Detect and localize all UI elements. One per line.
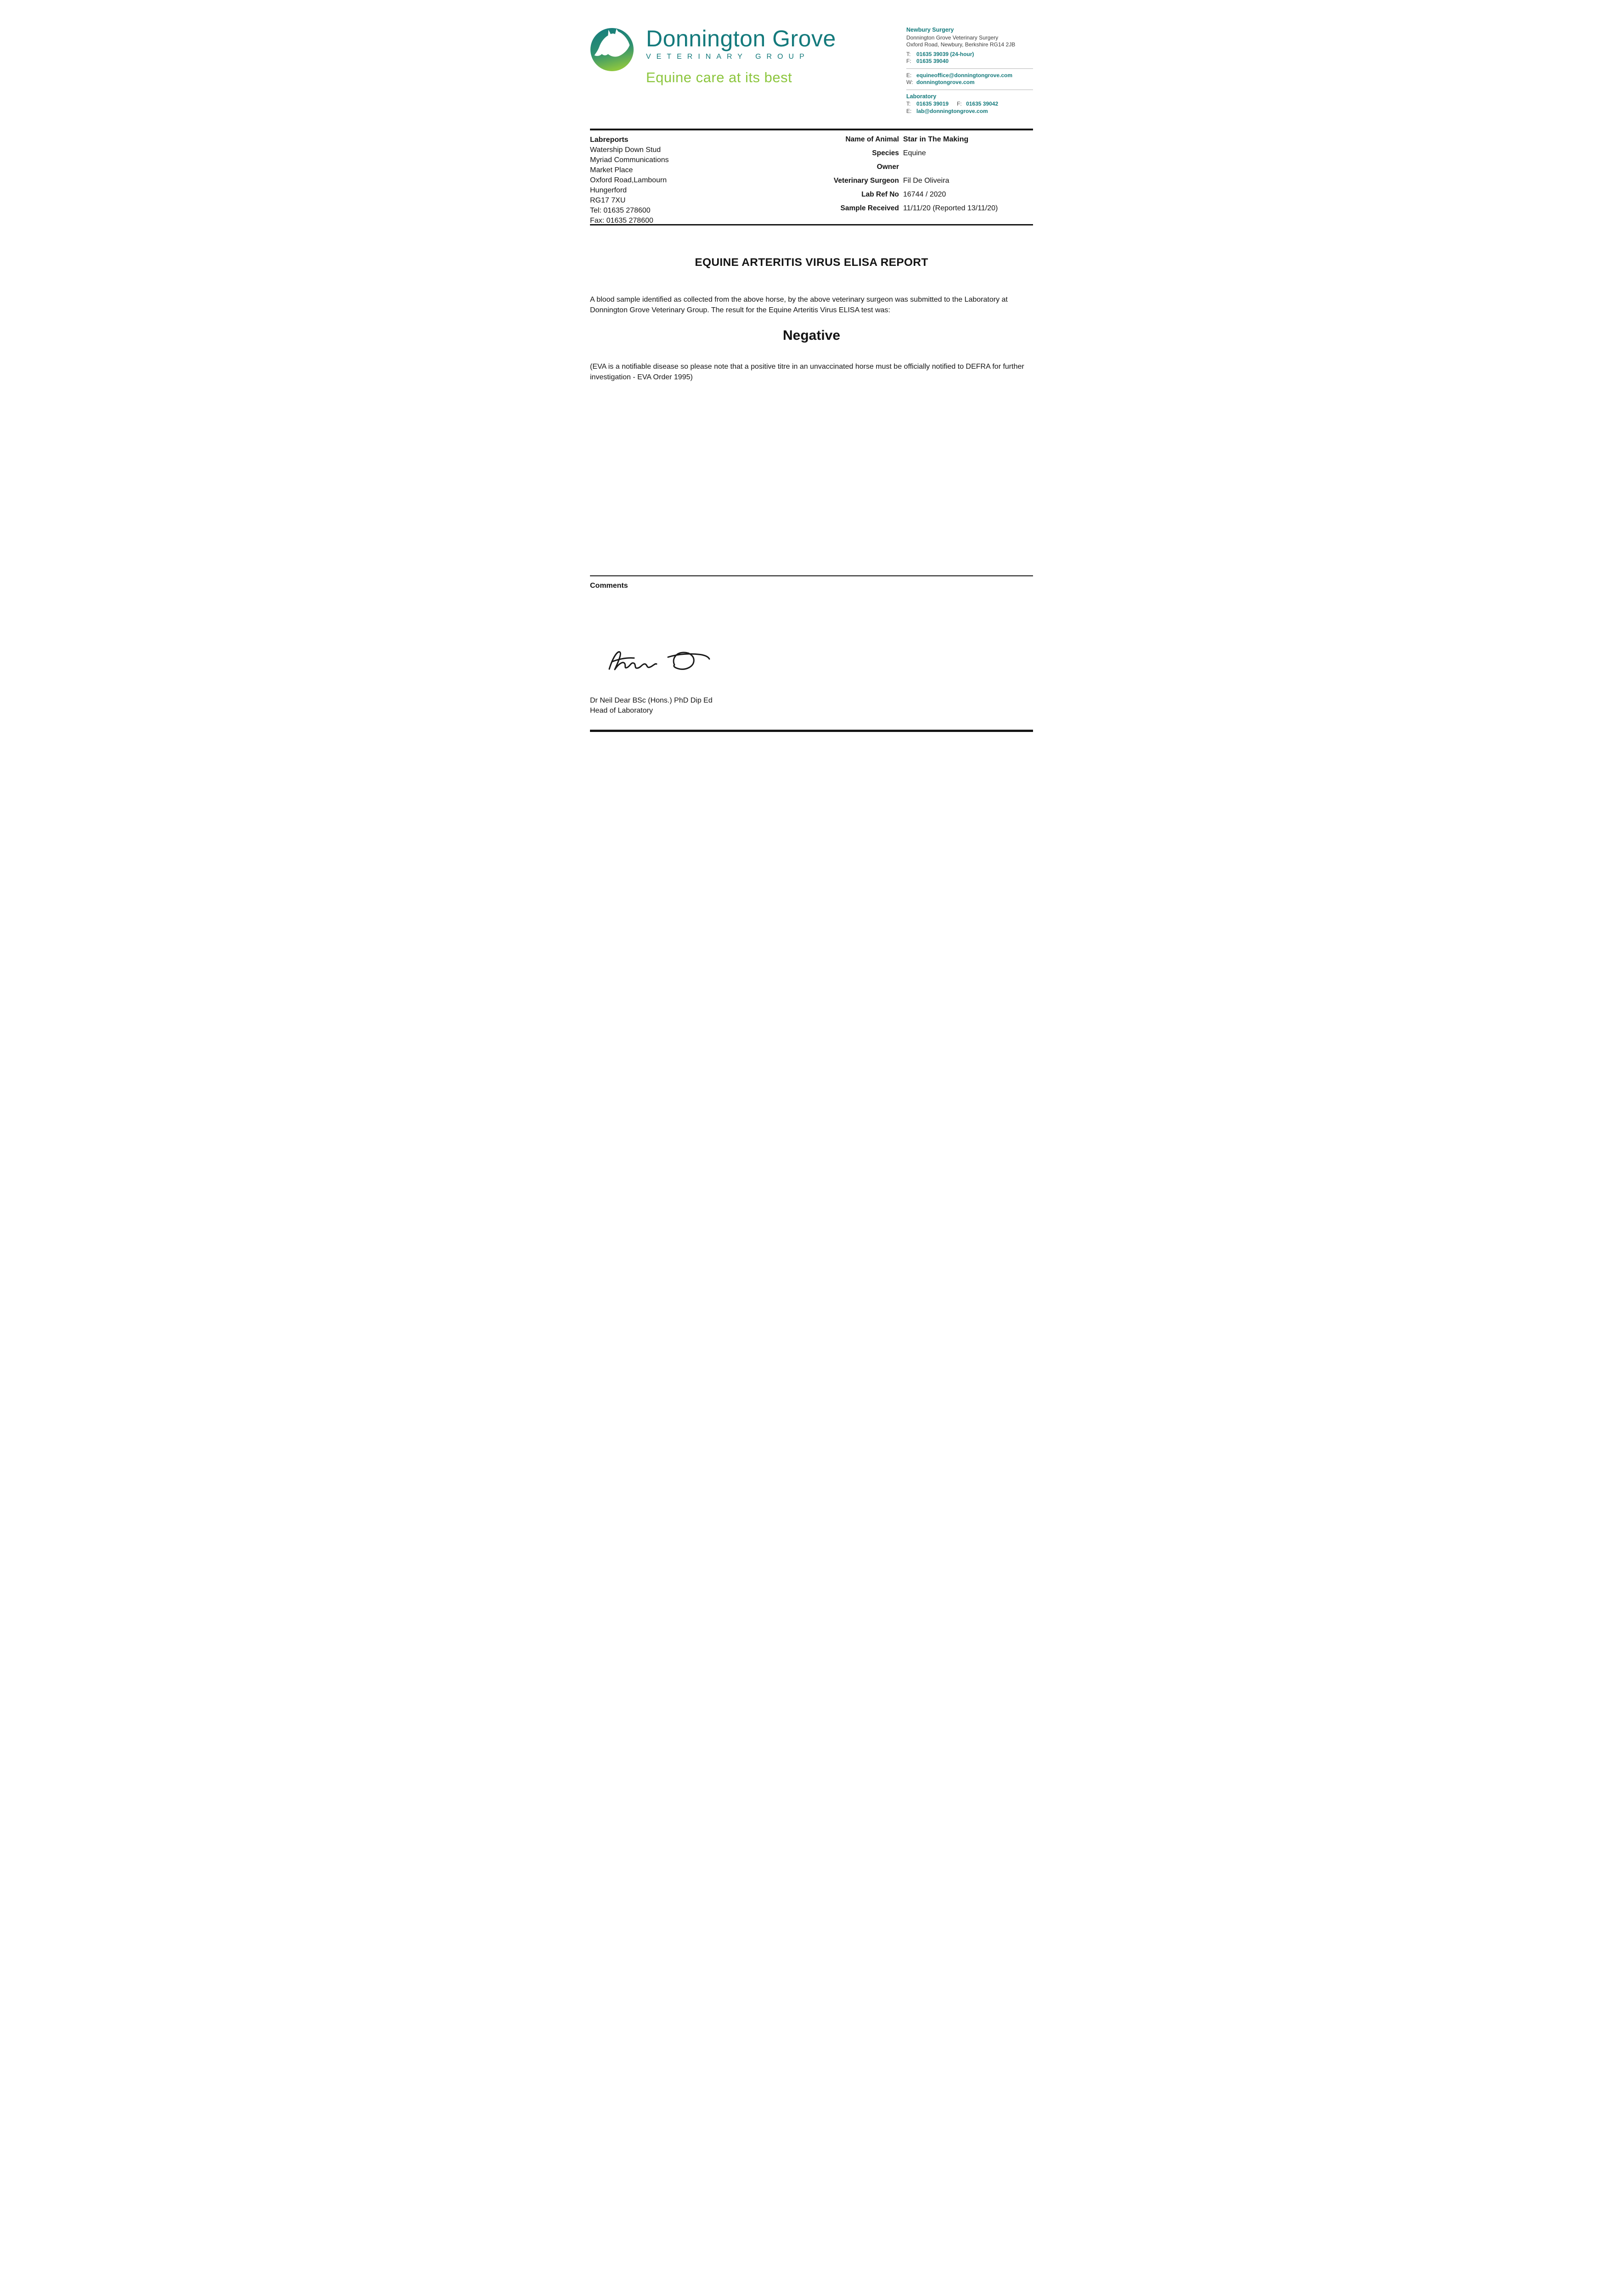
newbury-tel: 01635 39039 (24-hour) [916, 51, 974, 57]
brand-subtitle: VETERINARY GROUP [646, 53, 810, 61]
email-label: E: [906, 72, 912, 79]
veterinary-surgeon-value: Fil De Oliveira [903, 177, 949, 185]
laboratory-title: Laboratory [906, 93, 937, 100]
addressee-line: Watership Down Stud [590, 146, 661, 154]
detail-label: Species [872, 149, 899, 157]
animal-name-value: Star in The Making [903, 135, 969, 143]
addressee-block [590, 135, 669, 225]
addressee-line: Myriad Communications [590, 156, 669, 164]
test-result: Negative [782, 328, 841, 343]
detail-row-name-of-animal [822, 135, 1033, 144]
notifiable-disease-note: (EVA is a notifiable disease so please note that a positive titre in an unvaccinated horse must be officially notified to DEFRA for further investigation - EVA Order 1995) [590, 363, 1024, 381]
contact-block [906, 26, 1033, 115]
detail-row-veterinary-surgeon [822, 176, 1033, 186]
newbury-address-line-2: Oxford Road, Newbury, Berkshire RG14 2JB [906, 41, 1016, 48]
detail-label: Sample Received [840, 204, 899, 212]
website: donningtongrove.com [916, 79, 975, 85]
signatory-role: Head of Laboratory [590, 707, 653, 715]
brand-tagline: Equine care at its best [646, 69, 792, 85]
newbury-surgery-title: Newbury Surgery [906, 27, 954, 33]
laboratory-fax: 01635 39042 [966, 101, 999, 107]
detail-label: Veterinary Surgeon [833, 177, 899, 185]
footer-rule [590, 730, 1033, 732]
web-label: W: [906, 79, 913, 85]
newbury-surgery-contact [906, 27, 1033, 86]
newbury-fax: 01635 39040 [916, 58, 949, 64]
animal-details [822, 135, 1033, 220]
laboratory-tel-fax-row [906, 101, 1033, 108]
detail-row-species [822, 149, 1033, 158]
detail-row-owner [822, 163, 1033, 172]
sample-received-value: 11/11/20 (Reported 13/11/20) [903, 204, 998, 212]
comments-divider [590, 575, 1033, 576]
newbury-web-row [906, 79, 1033, 86]
brand-text [646, 26, 836, 86]
addressee-line: Fax: 01635 278600 [590, 217, 653, 225]
detail-row-lab-ref-no [822, 190, 1033, 199]
newbury-tel-row [906, 51, 1033, 58]
comments-label: Comments [590, 582, 628, 590]
addressee-name: Labreports [590, 136, 629, 144]
detail-label: Lab Ref No [861, 191, 899, 198]
newbury-address-line-1: Donnington Grove Veterinary Surgery [906, 34, 999, 41]
laboratory-email-row [906, 108, 1033, 115]
letterhead [590, 0, 1033, 115]
newbury-fax-row [906, 58, 1033, 65]
lab-ref-no-value: 16744 / 2020 [903, 191, 946, 198]
header-divider [590, 129, 1033, 130]
email-label: E: [906, 107, 912, 114]
laboratory-tel: 01635 39019 [916, 101, 949, 107]
addressee-line: RG17 7XU [590, 197, 626, 204]
detail-label: Owner [876, 163, 899, 171]
addressee-line: Tel: 01635 278600 [590, 207, 651, 214]
tel-label: T: [906, 51, 911, 57]
brand-name: Donnington Grove [646, 26, 836, 51]
meta-section [590, 135, 1033, 225]
report-title: EQUINE ARTERITIS VIRUS ELISA REPORT [695, 256, 928, 269]
newbury-email-row [906, 72, 1033, 79]
detail-row-sample-received [822, 204, 1033, 213]
addressee-line: Oxford Road,Lambourn [590, 176, 667, 184]
tel-label: T: [906, 101, 911, 107]
addressee-line: Hungerford [590, 186, 627, 194]
fax-label: F: [906, 58, 911, 64]
brand-block [590, 26, 836, 86]
report-intro: A blood sample identified as collected from the above horse, by the above veterinary surgeon was submitted to the Laboratory at Donnington Grove Veterinary Group. The result for the Equine Arteritis Virus ELISA test was: [590, 296, 1008, 314]
laboratory-contact [906, 93, 1033, 115]
newbury-email: equineoffice@donningtongrove.com [916, 72, 1013, 79]
contact-divider [906, 68, 1033, 69]
addressee-line: Market Place [590, 166, 633, 174]
lab-report-page [552, 0, 1071, 735]
horse-logo-icon [590, 28, 634, 72]
signature-handwriting [596, 643, 730, 680]
species-value: Equine [903, 149, 926, 157]
signatory-name: Dr Neil Dear BSc (Hons.) PhD Dip Ed [590, 697, 713, 704]
laboratory-email: lab@donningtongrove.com [916, 107, 988, 114]
fax-label: F: [957, 101, 962, 107]
detail-label: Name of Animal [845, 135, 899, 143]
